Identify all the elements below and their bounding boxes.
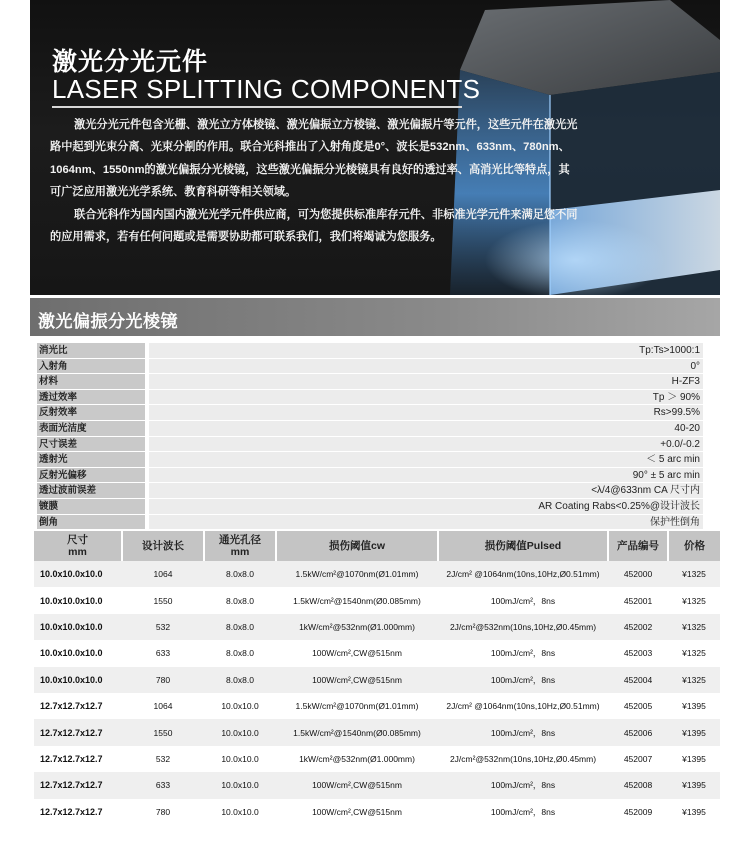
spec-value: ＜ 5 arc min <box>149 452 703 468</box>
table-header-row <box>34 531 720 561</box>
cell-aperture: 8.0x8.0 <box>204 614 276 640</box>
hero-paragraph-2: 联合光科作为国内国内激光光学元件供应商，可为您提供标准库存元件、非标准光学元件来满足您不同的应用需求，若有任何问题或是需要协助都可联系我们，我们将竭诚为您服务。 <box>50 208 578 244</box>
table-row <box>34 587 720 613</box>
cell-price: ¥1395 <box>668 772 720 798</box>
cell-damage-pulsed: 100mJ/cm²，8ns <box>438 719 608 745</box>
table-row <box>34 614 720 640</box>
cell-wavelength: 1550 <box>122 719 204 745</box>
spec-label: 尺寸误差 <box>37 437 145 453</box>
product-table <box>34 531 720 825</box>
cell-size: 12.7x12.7x12.7 <box>34 772 122 798</box>
cell-part-no: 452005 <box>608 693 668 719</box>
spec-label: 倒角 <box>37 515 145 531</box>
cell-damage-cw: 1kW/cm²@532nm(Ø1.000mm) <box>276 614 438 640</box>
table-row <box>34 719 720 745</box>
cell-price: ¥1325 <box>668 640 720 666</box>
cell-damage-cw: 1.5kW/cm²@1070nm(Ø1.01mm) <box>276 693 438 719</box>
cell-aperture: 10.0x10.0 <box>204 693 276 719</box>
cell-damage-pulsed: 2J/cm²@532nm(10ns,10Hz,Ø0.45mm) <box>438 746 608 772</box>
hero-title-cn: 激光分光元件 <box>52 48 209 76</box>
spec-row <box>37 468 703 484</box>
table-row <box>34 746 720 772</box>
cell-wavelength: 633 <box>122 640 204 666</box>
cell-damage-pulsed: 100mJ/cm²，8ns <box>438 772 608 798</box>
cell-part-no: 452000 <box>608 561 668 587</box>
cell-damage-cw: 1kW/cm²@532nm(Ø1.000mm) <box>276 746 438 772</box>
spec-row <box>37 452 703 468</box>
header-damage-cw: 损伤阈值cw <box>276 531 438 561</box>
cell-damage-pulsed: 100mJ/cm²，8ns <box>438 587 608 613</box>
cell-part-no: 452004 <box>608 667 668 693</box>
cell-price: ¥1325 <box>668 561 720 587</box>
cell-wavelength: 633 <box>122 772 204 798</box>
spec-row <box>37 499 703 515</box>
spec-row <box>37 483 703 499</box>
spec-label: 材料 <box>37 374 145 390</box>
cell-damage-pulsed: 100mJ/cm²，8ns <box>438 640 608 666</box>
spec-row <box>37 390 703 406</box>
header-price: 价格 <box>668 531 720 561</box>
spec-label: 表面光洁度 <box>37 421 145 437</box>
cell-aperture: 10.0x10.0 <box>204 799 276 825</box>
table-row <box>34 693 720 719</box>
cell-size: 12.7x12.7x12.7 <box>34 693 122 719</box>
cell-aperture: 10.0x10.0 <box>204 746 276 772</box>
cell-aperture: 8.0x8.0 <box>204 587 276 613</box>
cell-damage-pulsed: 2J/cm²@532nm(10ns,10Hz,Ø0.45mm) <box>438 614 608 640</box>
cell-part-no: 452007 <box>608 746 668 772</box>
spec-row <box>37 374 703 390</box>
cell-size: 10.0x10.0x10.0 <box>34 667 122 693</box>
cell-damage-cw: 1.5kW/cm²@1540nm(Ø0.085mm) <box>276 587 438 613</box>
cell-size: 12.7x12.7x12.7 <box>34 799 122 825</box>
spec-label: 反射光偏移 <box>37 468 145 484</box>
spec-label: 透射光 <box>37 452 145 468</box>
spec-table <box>37 343 703 530</box>
spec-value: Tp ＞ 90% <box>149 390 703 406</box>
cell-damage-cw: 100W/cm²,CW@515nm <box>276 772 438 798</box>
cell-damage-pulsed: 2J/cm² @1064nm(10ns,10Hz,Ø0.51mm) <box>438 561 608 587</box>
spec-row <box>37 421 703 437</box>
spec-value: 90° ± 5 arc min <box>149 468 703 484</box>
header-wavelength: 设计波长 <box>122 531 204 561</box>
spec-value: Rs>99.5% <box>149 405 703 421</box>
cell-damage-pulsed: 2J/cm² @1064nm(10ns,10Hz,Ø0.51mm) <box>438 693 608 719</box>
spec-row <box>37 343 703 359</box>
spec-label: 消光比 <box>37 343 145 359</box>
cell-price: ¥1325 <box>668 614 720 640</box>
cell-wavelength: 532 <box>122 746 204 772</box>
hero-paragraph-1: 激光分光元件包含光栅、激光立方体棱镜、激光偏振立方棱镜、激光偏振片等元件，这些元件在激光光路中起到光束分离、光束分割的作用。联合光科推出了入射角度是0°、波长是532nm、633nm、780nm、1064nm、1550nm的激光偏振分光棱镜，这些激光偏振分光棱镜具有良好的透过率、高消光比等特点，其可广泛应用激光光学系统、教育科研等相关领域。 <box>50 119 578 199</box>
spec-label: 反射效率 <box>37 405 145 421</box>
section-title: 激光偏振分光棱镜 <box>30 298 720 336</box>
table-row <box>34 772 720 798</box>
spec-value: +0.0/-0.2 <box>149 437 703 453</box>
cell-aperture: 10.0x10.0 <box>204 719 276 745</box>
cell-price: ¥1395 <box>668 799 720 825</box>
spec-label: 入射角 <box>37 359 145 375</box>
header-part-no: 产品编号 <box>608 531 668 561</box>
hero-description <box>50 114 580 248</box>
cell-wavelength: 1064 <box>122 693 204 719</box>
cell-part-no: 452002 <box>608 614 668 640</box>
cell-size: 10.0x10.0x10.0 <box>34 614 122 640</box>
cell-part-no: 452003 <box>608 640 668 666</box>
cell-price: ¥1325 <box>668 587 720 613</box>
cell-size: 10.0x10.0x10.0 <box>34 640 122 666</box>
cell-size: 12.7x12.7x12.7 <box>34 719 122 745</box>
spec-value: 40-20 <box>149 421 703 437</box>
spec-row <box>37 437 703 453</box>
cell-damage-cw: 100W/cm²,CW@515nm <box>276 667 438 693</box>
cell-damage-cw: 1.5kW/cm²@1540nm(Ø0.085mm) <box>276 719 438 745</box>
cell-aperture: 8.0x8.0 <box>204 561 276 587</box>
spec-row <box>37 515 703 531</box>
table-row <box>34 561 720 587</box>
spec-label: 镀膜 <box>37 499 145 515</box>
spec-label: 透过效率 <box>37 390 145 406</box>
cell-damage-cw: 1.5kW/cm²@1070nm(Ø1.01mm) <box>276 561 438 587</box>
spec-value: AR Coating Rabs<0.25%@设计波长 <box>149 499 703 515</box>
hero-title-en: LASER SPLITTING COMPONENTS <box>52 74 481 104</box>
cell-aperture: 8.0x8.0 <box>204 640 276 666</box>
cell-part-no: 452009 <box>608 799 668 825</box>
header-damage-pulsed: 损伤阈值Pulsed <box>438 531 608 561</box>
hero-banner <box>30 0 720 295</box>
spec-value: Tp:Ts>1000:1 <box>149 343 703 359</box>
cell-wavelength: 532 <box>122 614 204 640</box>
cell-part-no: 452008 <box>608 772 668 798</box>
cell-wavelength: 1550 <box>122 587 204 613</box>
spec-value: <λ/4@633nm CA 尺寸内 <box>149 483 703 499</box>
spec-label: 透过波前误差 <box>37 483 145 499</box>
title-divider <box>52 106 462 108</box>
cell-wavelength: 780 <box>122 667 204 693</box>
cell-damage-cw: 100W/cm²,CW@515nm <box>276 640 438 666</box>
cell-aperture: 8.0x8.0 <box>204 667 276 693</box>
spec-row <box>37 359 703 375</box>
cell-damage-pulsed: 100mJ/cm²，8ns <box>438 667 608 693</box>
cell-wavelength: 1064 <box>122 561 204 587</box>
table-row <box>34 667 720 693</box>
cell-damage-pulsed: 100mJ/cm²，8ns <box>438 799 608 825</box>
table-row <box>34 640 720 666</box>
cell-damage-cw: 100W/cm²,CW@515nm <box>276 799 438 825</box>
cell-price: ¥1325 <box>668 667 720 693</box>
cell-price: ¥1395 <box>668 746 720 772</box>
cell-part-no: 452001 <box>608 587 668 613</box>
table-row <box>34 799 720 825</box>
cell-size: 10.0x10.0x10.0 <box>34 587 122 613</box>
header-aperture: 通光孔径 mm <box>204 531 276 561</box>
header-size: 尺寸 mm <box>34 531 122 561</box>
cell-wavelength: 780 <box>122 799 204 825</box>
spec-value: 0° <box>149 359 703 375</box>
spec-row <box>37 405 703 421</box>
cell-aperture: 10.0x10.0 <box>204 772 276 798</box>
spec-value: H-ZF3 <box>149 374 703 390</box>
cell-size: 12.7x12.7x12.7 <box>34 746 122 772</box>
cell-price: ¥1395 <box>668 719 720 745</box>
cell-part-no: 452006 <box>608 719 668 745</box>
spec-value: 保护性倒角 <box>149 515 703 531</box>
cell-size: 10.0x10.0x10.0 <box>34 561 122 587</box>
cell-price: ¥1395 <box>668 693 720 719</box>
